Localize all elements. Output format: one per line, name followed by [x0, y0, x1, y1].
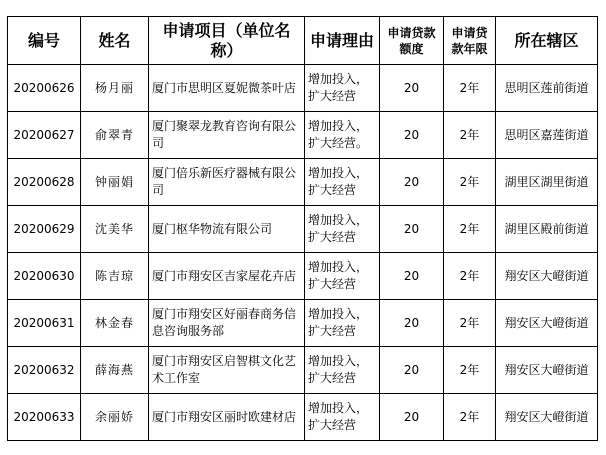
cell-years: 2年	[444, 300, 496, 347]
cell-amount: 20	[380, 206, 444, 253]
cell-name: 杨月丽	[81, 65, 149, 112]
cell-project: 厦门聚翠龙教育咨询有限公司	[149, 112, 305, 159]
table-row	[8, 394, 598, 441]
cell-district: 翔安区大嶝街道	[496, 253, 598, 300]
cell-project: 厦门枢华物流有限公司	[149, 206, 305, 253]
cell-name: 俞翠青	[81, 112, 149, 159]
cell-years: 2年	[444, 206, 496, 253]
cell-id: 20200628	[8, 159, 81, 206]
table-row	[8, 253, 598, 300]
cell-id: 20200626	[8, 65, 81, 112]
cell-name: 陈吉琼	[81, 253, 149, 300]
cell-district: 翔安区大嶝街道	[496, 394, 598, 441]
cell-district: 思明区嘉莲街道	[496, 112, 598, 159]
cell-id: 20200633	[8, 394, 81, 441]
cell-reason: 增加投入，扩大经营	[305, 253, 380, 300]
cell-project: 厦门市翔安区启智棋文化艺术工作室	[149, 347, 305, 394]
cell-reason: 增加投入，扩大经营	[305, 159, 380, 206]
header-district: 所在辖区	[496, 17, 598, 65]
cell-years: 2年	[444, 253, 496, 300]
cell-years: 2年	[444, 112, 496, 159]
cell-project: 厦门市翔安区吉家屋花卉店	[149, 253, 305, 300]
cell-reason: 增加投入，扩大经营	[305, 347, 380, 394]
cell-id: 20200630	[8, 253, 81, 300]
cell-id: 20200629	[8, 206, 81, 253]
header-amount: 申请贷款额度	[380, 17, 444, 65]
cell-years: 2年	[444, 347, 496, 394]
cell-amount: 20	[380, 253, 444, 300]
cell-district: 湖里区湖里街道	[496, 159, 598, 206]
cell-years: 2年	[444, 159, 496, 206]
table-row	[8, 112, 598, 159]
cell-reason: 增加投入，扩大经营。	[305, 112, 380, 159]
cell-id: 20200627	[8, 112, 81, 159]
cell-project: 厦门市翔安区丽时欧建材店	[149, 394, 305, 441]
cell-project: 厦门倍乐新医疗器械有限公司	[149, 159, 305, 206]
header-project: 申请项目（单位名称）	[149, 17, 305, 65]
cell-reason: 增加投入，扩大经营	[305, 206, 380, 253]
cell-amount: 20	[380, 65, 444, 112]
cell-name: 钟丽娟	[81, 159, 149, 206]
cell-amount: 20	[380, 112, 444, 159]
header-reason: 申请理由	[305, 17, 380, 65]
cell-years: 2年	[444, 65, 496, 112]
cell-district: 湖里区殿前街道	[496, 206, 598, 253]
cell-project: 厦门市思明区夏妮微茶叶店	[149, 65, 305, 112]
cell-reason: 增加投入，扩大经营	[305, 65, 380, 112]
header-id: 编号	[8, 17, 81, 65]
header-row	[8, 17, 598, 65]
cell-name: 沈美华	[81, 206, 149, 253]
cell-id: 20200632	[8, 347, 81, 394]
cell-amount: 20	[380, 394, 444, 441]
cell-district: 翔安区大嶝街道	[496, 300, 598, 347]
cell-name: 林金春	[81, 300, 149, 347]
table-row	[8, 300, 598, 347]
cell-name: 余丽娇	[81, 394, 149, 441]
cell-amount: 20	[380, 159, 444, 206]
cell-name: 薛海燕	[81, 347, 149, 394]
cell-years: 2年	[444, 394, 496, 441]
header-years: 申请贷款年限	[444, 17, 496, 65]
cell-amount: 20	[380, 347, 444, 394]
cell-district: 思明区莲前街道	[496, 65, 598, 112]
table-row	[8, 206, 598, 253]
table-row	[8, 347, 598, 394]
loan-application-table	[7, 16, 598, 441]
cell-reason: 增加投入，扩大经营	[305, 300, 380, 347]
cell-id: 20200631	[8, 300, 81, 347]
cell-district: 翔安区大嶝街道	[496, 347, 598, 394]
header-name: 姓名	[81, 17, 149, 65]
table-row	[8, 159, 598, 206]
table-row	[8, 65, 598, 112]
cell-project: 厦门市翔安区好丽春商务信息咨询服务部	[149, 300, 305, 347]
cell-reason: 增加投入，扩大经营	[305, 394, 380, 441]
cell-amount: 20	[380, 300, 444, 347]
